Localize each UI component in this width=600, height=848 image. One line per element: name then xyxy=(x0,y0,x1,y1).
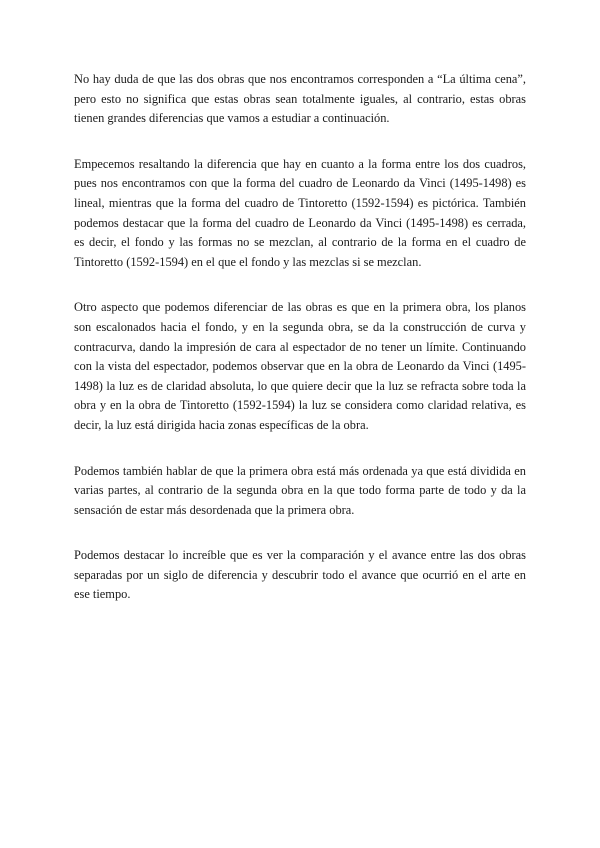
paragraph-4: Podemos también hablar de que la primera obra está más ordenada ya que está dividida en varias partes, al contrario de la segunda obra en la que todo forma parte de todo y da la sensación de estar más desordenada que la primera obra. xyxy=(74,463,526,517)
paragraph-5: Podemos destacar lo increíble que es ver la comparación y el avance entre las dos obras separadas por un siglo de diferencia y descubrir todo el avance que ocurrió en el arte en ese tiempo. xyxy=(74,548,526,602)
paragraph-2: Empecemos resaltando la diferencia que hay en cuanto a la forma entre los dos cuadros, pues nos encontramos con que la forma del cuadro de Leonardo da Vinci (1495-1498) es lineal, mientras que la forma del cuadro de Tintoretto (1592-1594) es pictórica. También podemos destacar que la forma del cuadro de Leonardo da Vinci (1495-1498) es cerrada, es decir, el fondo y las formas no se mezclan, al contrario de la forma en el cuadro de Tintoretto (1592-1594) en el que el fondo y las mezclas si se mezclan. xyxy=(74,156,526,269)
paragraph-1: No hay duda de que las dos obras que nos encontramos corresponden a “La última cena”, pero esto no significa que estas obras sean totalmente iguales, al contrario, estas obras tienen grandes diferencias que vamos a estudiar a continuación. xyxy=(74,72,526,126)
document-body xyxy=(74,70,526,631)
paragraph-3: Otro aspecto que podemos diferenciar de las obras es que en la primera obra, los planos son escalonados hacia el fondo, y en la segunda obra, se da la construcción de curva y contracurva, dando la impresión de cara al espectador de no tener un límite. Continuando con la vista del espectador, podemos observar que en la obra de Leonardo da Vinci (1495-1498) la luz es de claridad absoluta, lo que quiere decir que la luz se refracta sobre toda la obra y en la obra de Tintoretto (1592-1594) la luz se considera como claridad relativa, es decir, la luz está dirigida hacia zonas específicas de la obra. xyxy=(74,300,526,432)
